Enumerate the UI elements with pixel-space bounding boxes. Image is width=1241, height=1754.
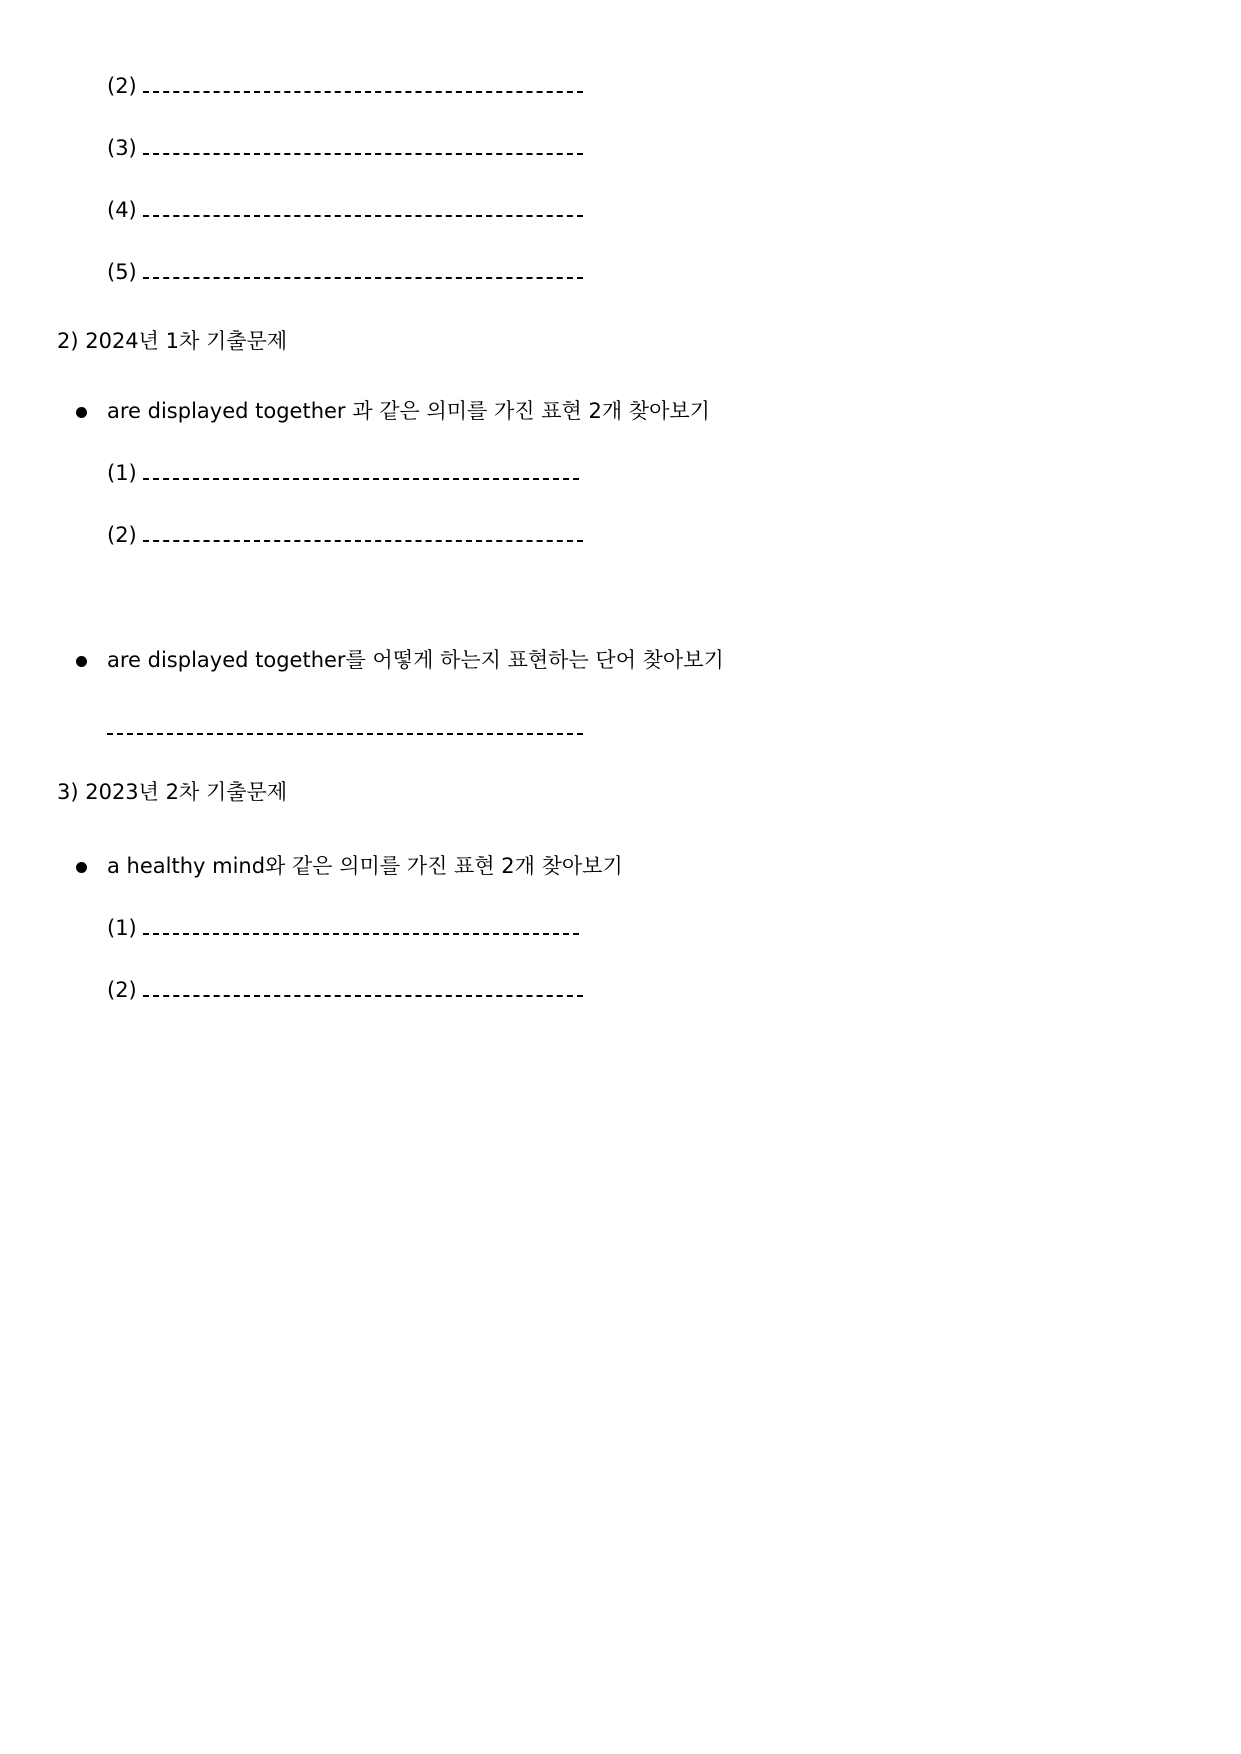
answer-blank[interactable] <box>107 719 583 735</box>
answer-blank[interactable] <box>143 201 583 217</box>
answer-blank[interactable] <box>143 263 583 279</box>
bullet-icon <box>76 862 87 873</box>
question-text: a healthy mind와 같은 의미를 가진 표현 2개 찾아보기 <box>107 854 623 878</box>
question-text: are displayed together를 어떻게 하는지 표현하는 단어 찾아보기 <box>107 648 724 672</box>
bullet-icon <box>76 656 87 667</box>
answer-blank[interactable] <box>143 464 579 480</box>
question-text: are displayed together 과 같은 의미를 가진 표현 2개 찾아보기 <box>107 399 710 423</box>
answer-line <box>107 714 583 742</box>
answer-line <box>107 72 583 100</box>
answer-number: (2) <box>107 74 137 98</box>
answer-line <box>107 459 579 487</box>
answer-blank[interactable] <box>143 981 583 997</box>
answer-line <box>107 521 583 549</box>
answer-number: (1) <box>107 461 137 485</box>
answer-number: (3) <box>107 136 137 160</box>
answer-line <box>107 976 583 1004</box>
answer-number: (1) <box>107 916 137 940</box>
section-heading: 2) 2024년 1차 기출문제 <box>57 329 288 353</box>
answer-number: (4) <box>107 198 137 222</box>
section-heading: 3) 2023년 2차 기출문제 <box>57 780 288 804</box>
answer-line <box>107 258 583 286</box>
answer-blank[interactable] <box>143 919 579 935</box>
answer-line <box>107 914 579 942</box>
bullet-icon <box>76 407 87 418</box>
answer-line <box>107 196 583 224</box>
answer-blank[interactable] <box>143 77 583 93</box>
answer-number: (5) <box>107 260 137 284</box>
answer-number: (2) <box>107 978 137 1002</box>
answer-blank[interactable] <box>143 526 583 542</box>
answer-blank[interactable] <box>143 139 583 155</box>
answer-number: (2) <box>107 523 137 547</box>
answer-line <box>107 134 583 162</box>
